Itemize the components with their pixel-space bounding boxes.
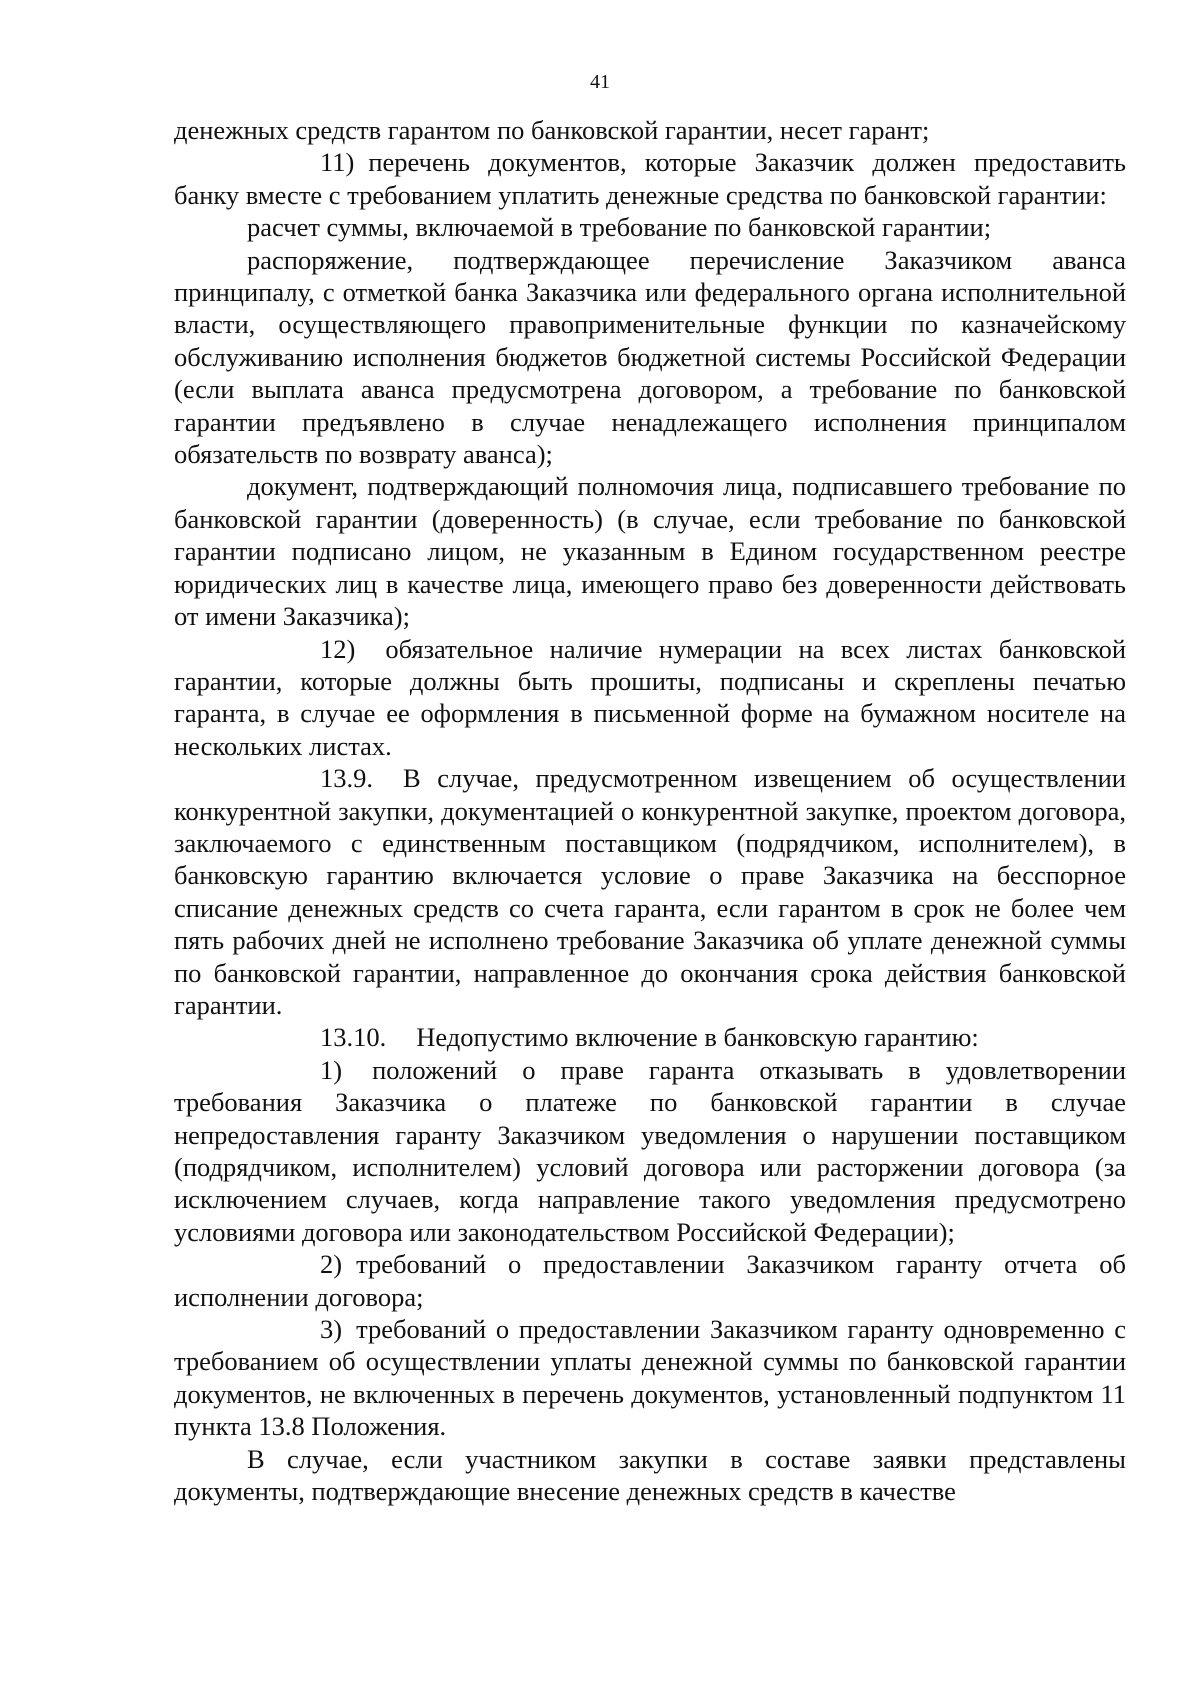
list-item-1 — [174, 1054, 1126, 1248]
paragraph-text: документ, подтверждающий полномочия лица, подписавшего требование по банковской гарантии (доверенность) (в случае, если требование по банковской гарантии подписано лицом, не указанным в Едином государственном реестре юридических лиц в качестве лица, имеющего право без доверенности действовать от имени Заказчика); — [174, 471, 1126, 632]
paragraph-text: расчет суммы, включаемой в требование по банковской гарантии; — [247, 212, 992, 243]
paragraph-document — [174, 470, 1126, 632]
paragraph-text: требований о предоставлении Заказчиком гаранту одновременно с требованием об осуществлении уплаты денежной суммы по банковской гарантии документов, не включенных в перечень документов, установленный подпунктом 11 пункта 13.8 Положения. — [174, 1314, 1126, 1442]
paragraph-text: В случае, если участником закупки в составе заявки представлены документы, подтверждающие внесение денежных средств в качестве — [174, 1443, 1126, 1507]
paragraph-final — [174, 1443, 1126, 1508]
paragraph-text: обязательное наличие нумерации на всех листах банковской гарантии, которые должны быть прошиты, подписаны и скреплены печатью гаранта, в случае ее оформления в письменной форме на бумажном носителе на нескольких листах. — [174, 633, 1126, 761]
clause-number: 13.9. — [320, 763, 373, 794]
list-item-number: 12) — [320, 633, 356, 664]
paragraph-text: Недопустимо включение в банковскую гарантию: — [416, 1022, 979, 1053]
list-item-number: 2) — [320, 1249, 343, 1280]
clause-13-9 — [174, 762, 1126, 1021]
paragraph-text: требований о предоставлении Заказчиком гаранту отчета об исполнении договора; — [174, 1249, 1126, 1312]
list-item-2 — [174, 1248, 1126, 1313]
page-number: 41 — [590, 71, 610, 93]
paragraph-calculation — [174, 211, 1126, 243]
list-item-12 — [174, 633, 1126, 763]
paragraph-text: перечень документов, которые Заказчик должен предоставить банку вместе с требованием уплатить денежные средства по банковской гарантии: — [174, 147, 1126, 210]
paragraph-order — [174, 244, 1126, 471]
paragraph-text: В случае, предусмотренном извещением об осуществлении конкурентной закупки, документацией о конкурентной закупке, проектом договора, заключаемого с единственным поставщиком (подрядчиком, исполнителем), в банковскую гарантию включается условие о праве Заказчика на бесспорное списание денежных средств со счета гаранта, если гарантом в срок не более чем пять рабочих дней не исполнено требование Заказчика об уплате денежной суммы по банковской гарантии, направленное до окончания срока действия банковской гарантии. — [174, 763, 1126, 1020]
list-item-number: 3) — [320, 1314, 343, 1345]
paragraph-text: денежных средств гарантом по банковской гарантии, несет гарант; — [174, 115, 930, 145]
paragraph-text: положений о праве гаранта отказывать в удовлетворении требования Заказчика о платеже по банковской гарантии в случае непредоставления гаранту Заказчиком уведомления о нарушении поставщиком (подрядчиком, исполнителем) условий договора или расторжении договора (за исключением случаев, когда направление такого уведомления предусмотрено условиями договора или законодательством Российской Федерации); — [174, 1054, 1126, 1247]
list-item-number: 11) — [320, 147, 355, 178]
list-item-3 — [174, 1313, 1126, 1443]
clause-number: 13.10. — [320, 1022, 387, 1053]
list-item-number: 1) — [320, 1054, 343, 1085]
list-item-11 — [174, 146, 1126, 211]
clause-13-10 — [174, 1021, 1126, 1053]
paragraph-continuation — [174, 114, 1126, 146]
document-body — [174, 114, 1126, 1507]
paragraph-text: распоряжение, подтверждающее перечисление Заказчиком аванса принципалу, с отметкой банка Заказчика или федерального органа исполнительной власти, осуществляющего правоприменительные функции по казначейскому обслуживанию исполнения бюджетов бюджетной системы Российской Федерации (если выплата аванса предусмотрена договором, а требование по банковской гарантии предъявлено в случае ненадлежащего исполнения принципалом обязательств по возврату аванса); — [174, 244, 1126, 470]
